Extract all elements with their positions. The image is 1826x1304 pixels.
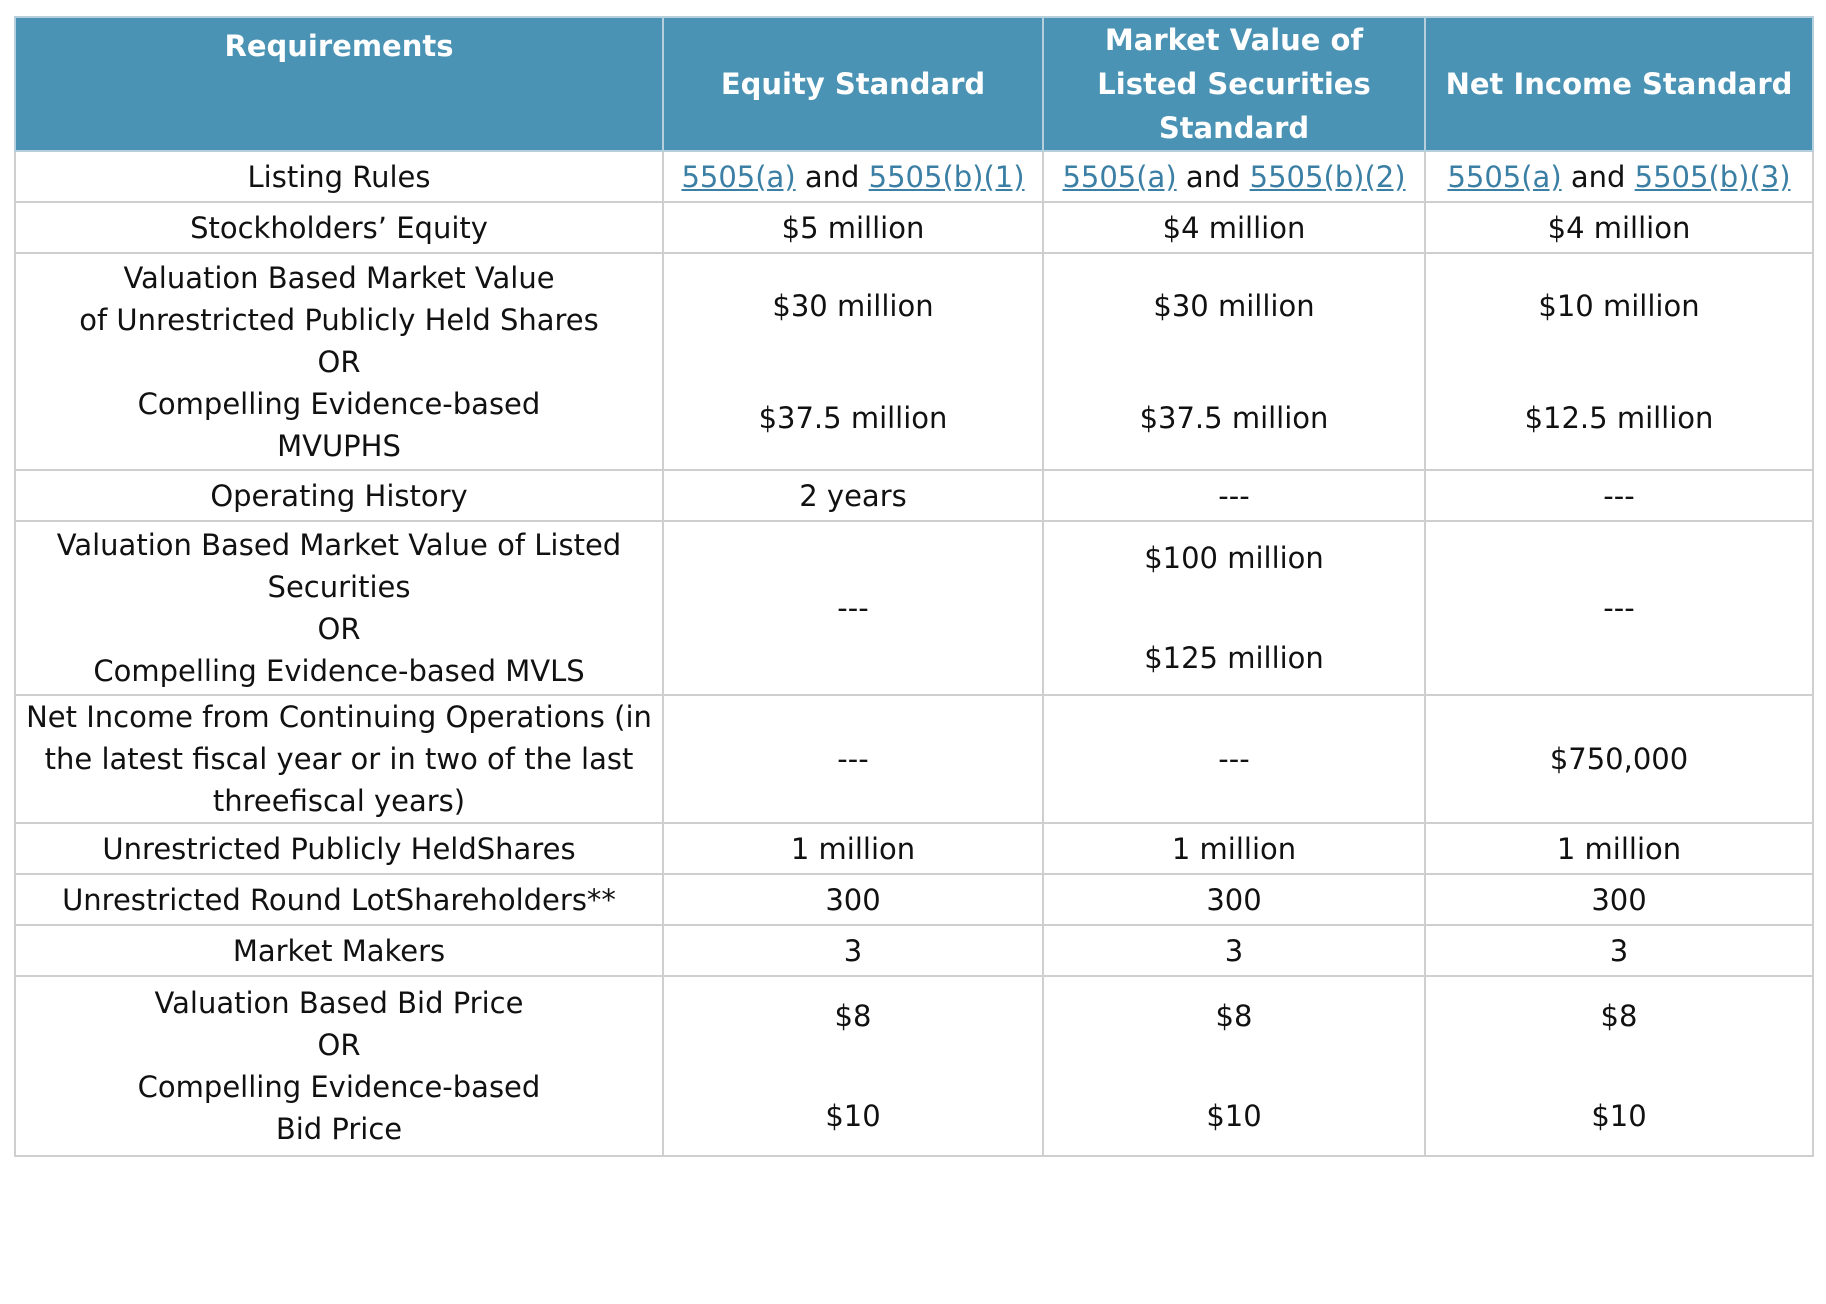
row-label-bid-price [15, 976, 663, 1156]
row-label-mvuphs [15, 253, 663, 470]
rule-link-5505a[interactable]: 5505(a) [1447, 159, 1562, 194]
rule-link-5505b2[interactable]: 5505(b)(2) [1249, 159, 1406, 194]
header-requirements: Requirements [15, 17, 663, 151]
listing-rules-equity [663, 151, 1043, 202]
table-row [15, 253, 1813, 470]
and-text: and [1185, 159, 1241, 194]
label-line: MVUPHS [277, 428, 401, 463]
mvuphs-net-income [1425, 253, 1813, 470]
and-text: and [1570, 159, 1626, 194]
mvuphs-equity [663, 253, 1043, 470]
stockholders-equity-mvls: $4 million [1043, 202, 1425, 253]
table-row [15, 976, 1813, 1156]
table-row [15, 202, 1813, 253]
market-makers-net-income: 3 [1425, 925, 1813, 976]
value-compelling: $10 [1206, 1099, 1262, 1133]
mvls-mvls [1043, 521, 1425, 695]
public-shares-equity: 1 million [663, 823, 1043, 874]
round-lot-equity: 300 [663, 874, 1043, 925]
value-compelling: $125 million [1144, 641, 1324, 675]
label-line: Compelling Evidence-based [137, 386, 541, 421]
operating-history-mvls: --- [1043, 470, 1425, 521]
round-lot-net-income: 300 [1425, 874, 1813, 925]
row-label-stockholders-equity: Stockholders’ Equity [15, 202, 663, 253]
value-valuation: $30 million [772, 288, 934, 323]
value-valuation: $8 [1600, 999, 1638, 1033]
table-row [15, 925, 1813, 976]
row-label-market-makers: Market Makers [15, 925, 663, 976]
label-line: Bid Price [275, 1112, 403, 1146]
market-makers-equity: 3 [663, 925, 1043, 976]
value-compelling: $10 [1591, 1099, 1647, 1133]
rule-link-5505b1[interactable]: 5505(b)(1) [868, 159, 1025, 194]
header-equity-standard: Equity Standard [663, 17, 1043, 151]
rule-link-5505a[interactable]: 5505(a) [1062, 159, 1177, 194]
bid-price-mvls [1043, 976, 1425, 1156]
public-shares-net-income: 1 million [1425, 823, 1813, 874]
stockholders-equity-equity: $5 million [663, 202, 1043, 253]
stockholders-equity-net-income: $4 million [1425, 202, 1813, 253]
label-line: OR [317, 612, 361, 646]
row-label-operating-history: Operating History [15, 470, 663, 521]
header-net-income-standard: Net Income Standard [1425, 17, 1813, 151]
rule-link-5505a[interactable]: 5505(a) [681, 159, 796, 194]
label-line: Compelling Evidence-based MVLS [93, 654, 585, 688]
value-valuation: $10 million [1538, 288, 1700, 323]
label-line: OR [317, 344, 361, 379]
value-valuation: $100 million [1144, 541, 1324, 575]
label-line: Valuation Based Bid Price [154, 986, 524, 1020]
row-label-listing-rules: Listing Rules [15, 151, 663, 202]
operating-history-net-income: --- [1425, 470, 1813, 521]
label-line: of Unrestricted Publicly Held Shares [79, 302, 599, 337]
operating-history-equity: 2 years [663, 470, 1043, 521]
label-line: Valuation Based Market Value of Listed Securities [56, 528, 622, 604]
header-market-value-standard: Market Value of Listed Securities Standard [1043, 17, 1425, 151]
value-compelling: $12.5 million [1524, 400, 1714, 435]
value-valuation: $8 [834, 999, 872, 1033]
row-label-net-income: Net Income from Continuing Operations (in the latest fiscal year or in two of the last threefiscal years) [15, 695, 663, 823]
public-shares-mvls: 1 million [1043, 823, 1425, 874]
listing-rules-mvls [1043, 151, 1425, 202]
bid-price-net-income [1425, 976, 1813, 1156]
rule-link-5505b3[interactable]: 5505(b)(3) [1634, 159, 1791, 194]
net-income-mvls: --- [1043, 695, 1425, 823]
and-text: and [804, 159, 860, 194]
value-compelling: $10 [825, 1099, 881, 1133]
header-row [15, 17, 1813, 151]
row-label-mvls [15, 521, 663, 695]
table-row [15, 823, 1813, 874]
mvls-equity: --- [663, 521, 1043, 695]
value-valuation: $30 million [1153, 288, 1315, 323]
row-label-public-shares: Unrestricted Publicly HeldShares [15, 823, 663, 874]
table-row [15, 874, 1813, 925]
row-label-round-lot: Unrestricted Round LotShareholders** [15, 874, 663, 925]
label-line: Compelling Evidence-based [137, 1070, 541, 1104]
table-row [15, 695, 1813, 823]
listing-requirements-table [14, 16, 1814, 1157]
net-income-net-income: $750,000 [1425, 695, 1813, 823]
bid-price-equity [663, 976, 1043, 1156]
value-valuation: $8 [1215, 999, 1253, 1033]
table-row [15, 151, 1813, 202]
net-income-equity: --- [663, 695, 1043, 823]
mvls-net-income: --- [1425, 521, 1813, 695]
market-makers-mvls: 3 [1043, 925, 1425, 976]
value-compelling: $37.5 million [758, 400, 948, 435]
listing-rules-net-income [1425, 151, 1813, 202]
table-row [15, 470, 1813, 521]
mvuphs-mvls [1043, 253, 1425, 470]
table-row [15, 521, 1813, 695]
round-lot-mvls: 300 [1043, 874, 1425, 925]
value-compelling: $37.5 million [1139, 400, 1329, 435]
label-line: Valuation Based Market Value [123, 260, 555, 295]
label-line: OR [317, 1028, 361, 1062]
